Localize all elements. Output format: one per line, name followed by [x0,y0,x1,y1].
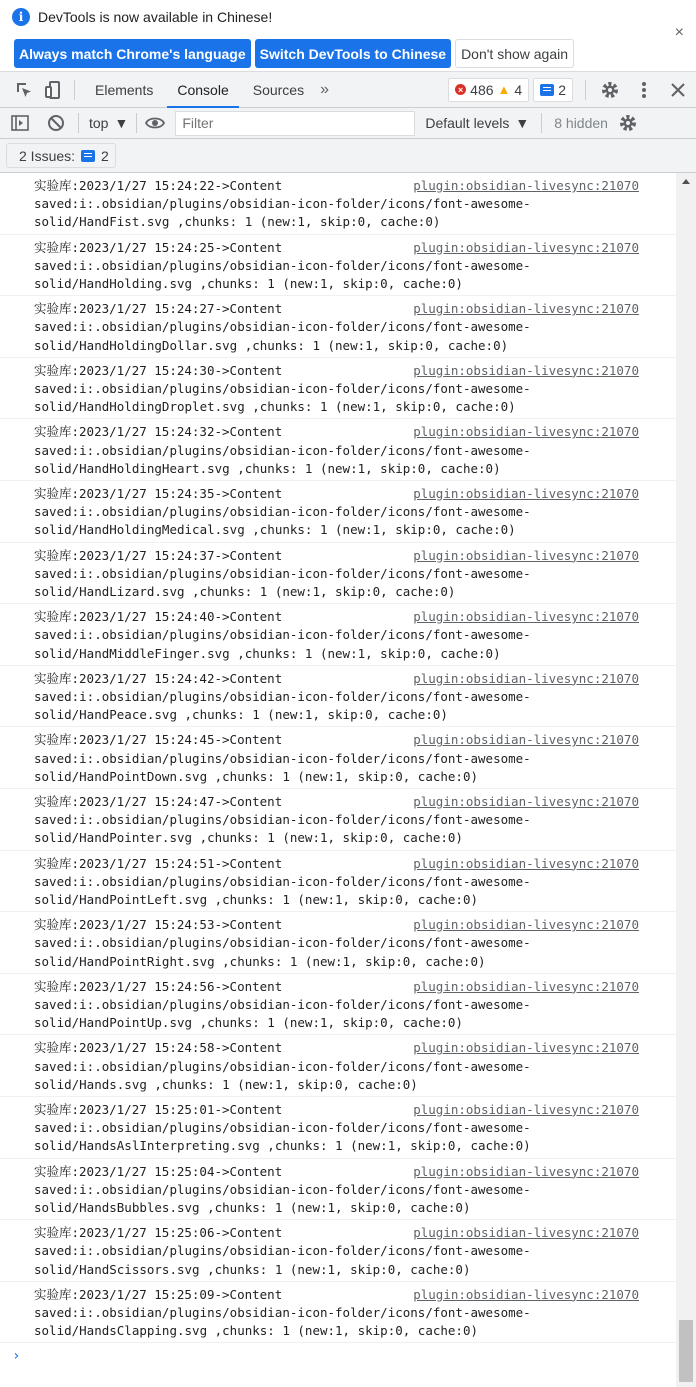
console-scrollbar[interactable] [676,173,696,1387]
source-link[interactable]: plugin:obsidian-livesync:21070 [413,178,639,193]
switch-to-chinese-button[interactable]: Switch DevTools to Chinese [255,39,451,68]
context-selector[interactable] [83,115,134,131]
issues-counter[interactable] [533,78,573,102]
context-label: top [89,115,109,131]
chevron-down-icon: ▼ [114,115,129,131]
source-link[interactable]: plugin:obsidian-livesync:21070 [413,855,639,871]
source-link[interactable]: plugin:obsidian-livesync:21070 [413,732,639,748]
tab-console[interactable]: Console [167,72,238,108]
devtools-tabbar [0,72,696,108]
console-message [0,666,676,728]
console-message-text: 实验库:2023/1/27 15:25:09->Content saved:i:.obsidian/plugins/obsidian-icon-folder/icons/font-awesome- solid/HandsClapping.svg ,chunks: 1 (new:1, skip:0, cache:0) [34,1286,531,1339]
close-icon[interactable]: × [674,24,684,41]
source-link[interactable]: plugin:obsidian-livesync:21070 [413,1101,639,1117]
device-toolbar-icon[interactable] [42,78,66,102]
toolbar-separator [74,80,75,100]
toolbar-separator [78,113,79,133]
console-messages [0,173,676,1387]
infobar-message: DevTools is now available in Chinese! [38,9,273,25]
console-message [0,1282,676,1344]
source-link[interactable]: plugin:obsidian-livesync:21070 [413,547,639,563]
source-link[interactable]: plugin:obsidian-livesync:21070 [413,670,639,686]
sidebar-toggle-icon[interactable] [8,111,32,135]
log-levels-dropdown[interactable] [425,115,529,131]
filter-input[interactable] [175,111,415,136]
warning-icon: ▲ [497,82,511,97]
source-link[interactable]: plugin:obsidian-livesync:21070 [413,1163,639,1179]
message-icon [81,150,95,162]
error-warning-counter[interactable] [448,78,529,102]
toolbar-separator [136,113,137,133]
source-link[interactable]: plugin:obsidian-livesync:21070 [413,485,639,501]
scroll-up-arrow-icon[interactable] [682,179,690,184]
console-message [0,1159,676,1221]
console-message [0,235,676,297]
error-icon: × [455,84,466,95]
console-message-text: 实验库:2023/1/27 15:24:51->Content saved:i:.obsidian/plugins/obsidian-icon-folder/icons/font-awesome- solid/HandPointLeft.svg ,chunks: 1 (new:1, skip:0, cache:0) [34,855,531,907]
console-toolbar [0,108,696,139]
source-link[interactable]: plugin:obsidian-livesync:21070 [413,1225,639,1241]
clear-console-icon[interactable] [44,111,68,135]
console-message-text: 实验库:2023/1/27 15:24:27->Content saved:i:.obsidian/plugins/obsidian-icon-folder/icons/font-awesome- solid/HandHoldingDollar.svg ,chunks: 1 (new:1, skip:0, cache:0) [34,301,531,353]
console-message-text: 实验库:2023/1/27 15:24:40->Content saved:i:.obsidian/plugins/obsidian-icon-folder/icons/font-awesome- solid/HandMiddleFinger.svg ,chunks: 1 (new:1, skip:0, cache:0) [34,609,531,661]
issues-label: 2 Issues: [19,147,76,164]
console-message-text: 实验库:2023/1/27 15:25:01->Content saved:i:.obsidian/plugins/obsidian-icon-folder/icons/font-awesome- solid/HandsAslInterpreting.svg ,chunks: 1 (new:1, skip:0, cache:0) [34,1101,531,1154]
warning-count: 4 [514,81,523,98]
inspect-element-icon[interactable] [12,78,36,102]
console-message [0,789,676,851]
console-message-text: 实验库:2023/1/27 15:24:42->Content saved:i:.obsidian/plugins/obsidian-icon-folder/icons/font-awesome- solid/HandPeace.svg ,chunks: 1 (new:1, skip:0, cache:0) [34,670,531,723]
source-link[interactable]: plugin:obsidian-livesync:21070 [413,978,639,994]
console-message [0,1035,676,1097]
console-message [0,851,676,913]
close-devtools-icon[interactable] [666,78,690,102]
console-message-text: 实验库:2023/1/27 15:24:22->Content saved:i:.obsidian/plugins/obsidian-icon-folder/icons/font-awesome- solid/HandFist.svg ,chunks: 1 (new:1, skip:0, cache:0) [34,178,531,230]
source-link[interactable]: plugin:obsidian-livesync:21070 [413,362,639,378]
console-message-text: 实验库:2023/1/27 15:24:30->Content saved:i:.obsidian/plugins/obsidian-icon-folder/icons/font-awesome- solid/HandHoldingDroplet.svg ,chunks: 1 (new:1, skip:0, cache:0) [34,362,531,415]
console-message [0,1097,676,1159]
toolbar-separator [585,80,586,100]
tab-elements[interactable]: Elements [95,81,154,98]
language-infobar [0,0,696,72]
issues-bar [0,139,696,173]
source-link[interactable]: plugin:obsidian-livesync:21070 [413,1040,639,1056]
source-link[interactable]: plugin:obsidian-livesync:21070 [413,609,639,625]
console-message-text: 实验库:2023/1/27 15:24:35->Content saved:i:.obsidian/plugins/obsidian-icon-folder/icons/font-awesome- solid/HandHoldingMedical.svg ,chunks: 1 (new:1, skip:0, cache:0) [34,485,531,538]
console-message-text: 实验库:2023/1/27 15:24:45->Content saved:i:.obsidian/plugins/obsidian-icon-folder/icons/font-awesome- solid/HandPointDown.svg ,chunks: 1 (new:1, skip:0, cache:0) [34,732,531,784]
console-message-text: 实验库:2023/1/27 15:25:04->Content saved:i:.obsidian/plugins/obsidian-icon-folder/icons/font-awesome- solid/HandsBubbles.svg ,chunks: 1 (new:1, skip:0, cache:0) [34,1163,531,1215]
kebab-menu-icon[interactable] [632,78,656,102]
source-link[interactable]: plugin:obsidian-livesync:21070 [413,239,639,255]
error-count: 486 [470,81,494,98]
console-prompt-icon[interactable]: › [12,1348,21,1364]
console-message [0,419,676,481]
toolbar-separator [541,113,542,133]
infobar-message-row [12,8,272,26]
issues-counter-count: 2 [558,81,566,98]
dont-show-again-button[interactable]: Don't show again [455,39,574,68]
console-message-text: 实验库:2023/1/27 15:24:25->Content saved:i:.obsidian/plugins/obsidian-icon-folder/icons/font-awesome- solid/HandHolding.svg ,chunks: 1 (new:1, skip:0, cache:0) [34,239,531,291]
console-message-text: 实验库:2023/1/27 15:25:06->Content saved:i:.obsidian/plugins/obsidian-icon-folder/icons/font-awesome- solid/HandScissors.svg ,chunks: 1 (new:1, skip:0, cache:0) [34,1225,531,1277]
counts-group [448,78,696,102]
console-message [0,358,676,420]
console-message [0,481,676,543]
console-message-text: 实验库:2023/1/27 15:24:32->Content saved:i:.obsidian/plugins/obsidian-icon-folder/icons/font-awesome- solid/HandHoldingHeart.svg ,chunks: 1 (new:1, skip:0, cache:0) [34,424,531,476]
console-message [0,543,676,605]
settings-gear-icon[interactable] [598,78,622,102]
console-message [0,974,676,1036]
issues-button[interactable] [6,143,116,168]
live-expression-eye-icon[interactable] [143,111,167,135]
console-message [0,1220,676,1282]
tab-sources[interactable]: Sources [252,81,305,98]
console-message [0,173,676,235]
console-message [0,727,676,789]
console-message-text: 实验库:2023/1/27 15:24:53->Content saved:i:.obsidian/plugins/obsidian-icon-folder/icons/font-awesome- solid/HandPointRight.svg ,chunks: 1 (new:1, skip:0, cache:0) [34,917,531,969]
source-link[interactable]: plugin:obsidian-livesync:21070 [413,424,639,440]
console-message [0,604,676,666]
console-message-text: 实验库:2023/1/27 15:24:58->Content saved:i:.obsidian/plugins/obsidian-icon-folder/icons/font-awesome- solid/Hands.svg ,chunks: 1 (new:1, skip:0, cache:0) [34,1040,531,1092]
message-icon [540,84,554,96]
scrollbar-thumb[interactable] [679,1320,693,1382]
source-link[interactable]: plugin:obsidian-livesync:21070 [413,917,639,933]
issues-count: 2 [101,147,109,164]
console-message [0,912,676,974]
console-message-text: 实验库:2023/1/27 15:24:47->Content saved:i:.obsidian/plugins/obsidian-icon-folder/icons/font-awesome- solid/HandPointer.svg ,chunks: 1 (new:1, skip:0, cache:0) [34,793,531,846]
match-language-button[interactable]: Always match Chrome's language [14,39,251,68]
log-levels-label: Default levels [425,115,510,131]
more-tabs-icon[interactable]: » [320,80,329,98]
console-message [0,296,676,358]
chevron-down-icon: ▼ [515,115,530,131]
console-message-text: 实验库:2023/1/27 15:24:56->Content saved:i:.obsidian/plugins/obsidian-icon-folder/icons/font-awesome- solid/HandPointUp.svg ,chunks: 1 (new:1, skip:0, cache:0) [34,978,531,1031]
info-icon: i [12,8,30,26]
source-link[interactable]: plugin:obsidian-livesync:21070 [413,793,639,809]
infobar-buttons [14,39,574,68]
source-link[interactable]: plugin:obsidian-livesync:21070 [413,301,639,317]
hidden-messages-count: 8 hidden [554,115,608,131]
console-settings-gear-icon[interactable] [616,111,640,135]
source-link[interactable]: plugin:obsidian-livesync:21070 [413,1286,639,1302]
console-message-text: 实验库:2023/1/27 15:24:37->Content saved:i:.obsidian/plugins/obsidian-icon-folder/icons/font-awesome- solid/HandLizard.svg ,chunks: 1 (new:1, skip:0, cache:0) [34,547,531,599]
